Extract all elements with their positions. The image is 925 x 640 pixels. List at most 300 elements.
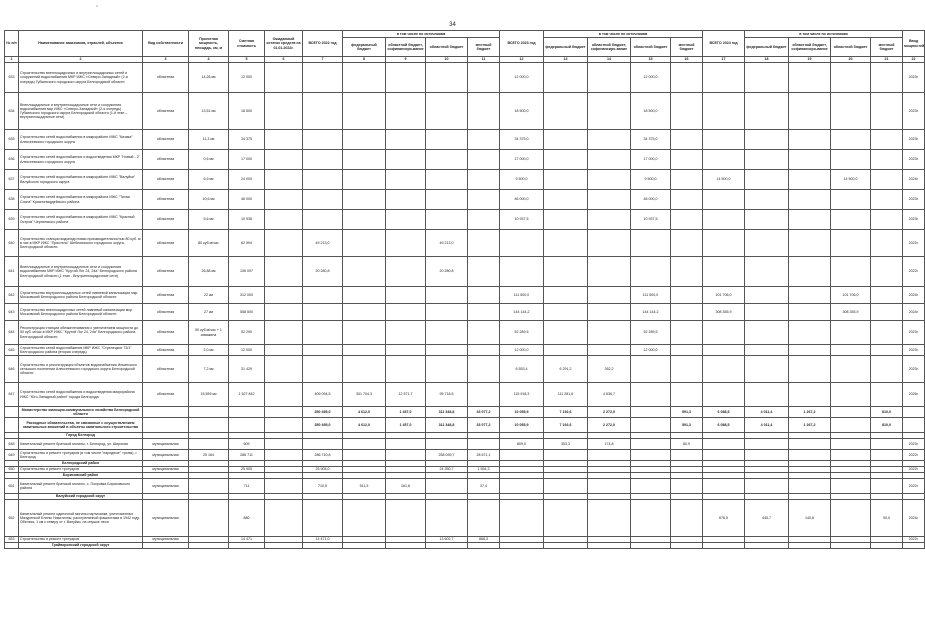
budget-table — [4, 30, 925, 549]
value-cell — [703, 257, 745, 287]
value-cell — [871, 356, 903, 383]
table-row — [5, 356, 925, 383]
value-cell — [671, 321, 703, 345]
header-regional-2024: областной бюджет — [831, 38, 871, 57]
value-cell — [386, 210, 426, 230]
corner-mark: " — [96, 6, 99, 12]
table-row — [5, 287, 925, 304]
value-cell — [343, 500, 386, 537]
value-cell: 20 280,8 — [426, 257, 468, 287]
value-cell — [703, 356, 745, 383]
value-cell: 80 куб.м/час — [189, 230, 229, 257]
value-cell — [229, 407, 265, 418]
value-cell — [703, 383, 745, 407]
column-index-cell: 22 — [903, 57, 925, 63]
column-index-cell: 5 — [229, 57, 265, 63]
value-cell: 144 144,2 — [500, 304, 544, 321]
value-cell — [588, 230, 631, 257]
value-cell — [789, 93, 831, 130]
value-cell: 12 000 — [229, 63, 265, 93]
value-cell — [588, 130, 631, 150]
table-row — [5, 190, 925, 210]
ownership-cell: областная — [143, 304, 189, 321]
value-cell: 144 144,2 — [631, 304, 671, 321]
column-index-cell: 4 — [189, 57, 229, 63]
value-cell — [468, 150, 500, 170]
value-cell — [343, 345, 386, 356]
value-cell: 14,26 км — [189, 63, 229, 93]
column-index-cell: 2 — [19, 57, 143, 63]
value-cell: 810,0 — [871, 407, 903, 418]
value-cell — [789, 150, 831, 170]
value-cell — [386, 439, 426, 450]
ownership-cell: муниципальная — [143, 479, 189, 494]
ownership-cell: областная — [143, 230, 189, 257]
value-cell: 17 000,0 — [631, 150, 671, 170]
empty-cell — [871, 543, 903, 549]
value-cell — [671, 345, 703, 356]
value-cell — [588, 287, 631, 304]
value-cell — [671, 356, 703, 383]
value-cell — [265, 210, 303, 230]
value-cell — [343, 287, 386, 304]
value-cell — [544, 230, 588, 257]
value-cell — [745, 479, 789, 494]
value-cell: 24 350,7 — [426, 467, 468, 473]
value-cell: 111 500,0 — [631, 287, 671, 304]
value-cell — [703, 450, 745, 461]
value-cell: 161,6 — [386, 479, 426, 494]
value-cell: 111 500,0 — [500, 287, 544, 304]
object-name: Внеплощадочные и внутриплощадочные сети и сооружения водоснабжения мкр ИЖС «Северо-Западный» (2-я очередь) Губкинского городского округа Белгородской области (1-й этап – внутриплощадочные сети) — [19, 93, 143, 130]
value-cell: 350 495,0 — [303, 418, 343, 433]
ownership-cell: областная — [143, 383, 189, 407]
value-cell — [386, 356, 426, 383]
value-cell: 6 088,5 — [703, 418, 745, 433]
value-cell: 90,0 — [871, 500, 903, 537]
value-cell — [544, 321, 588, 345]
value-cell — [343, 439, 386, 450]
value-cell: 15,559 км — [189, 383, 229, 407]
value-cell — [831, 230, 871, 257]
header-ownership: Вид собственности — [143, 31, 189, 57]
ownership-cell: областная — [143, 356, 189, 383]
value-cell: 1 267,2 — [789, 418, 831, 433]
value-cell: 308 355,9 — [703, 304, 745, 321]
value-cell — [745, 230, 789, 257]
commissioning-year: 2023г. — [903, 345, 925, 356]
value-cell: 18 500,0 — [631, 93, 671, 130]
value-cell — [426, 130, 468, 150]
empty-cell — [789, 543, 831, 549]
page-number: 34 — [449, 22, 456, 28]
value-cell — [468, 170, 500, 190]
header-regional-2023: областной бюджет — [631, 38, 671, 57]
value-cell: 4 636,7 — [588, 383, 631, 407]
value-cell — [544, 93, 588, 130]
value-cell — [468, 257, 500, 287]
commissioning-year: 2024г. — [903, 500, 925, 537]
value-cell — [789, 345, 831, 356]
value-cell — [343, 257, 386, 287]
commissioning-year: 2024г. — [903, 170, 925, 190]
value-cell — [544, 257, 588, 287]
value-cell — [468, 63, 500, 93]
value-cell — [745, 321, 789, 345]
object-name: Строительство и реконструкция объектов водоснабжения Ильинского сельского поселения Алексеевского городского округа Белгородской области — [19, 356, 143, 383]
value-cell — [671, 383, 703, 407]
value-cell: 25 905,0 — [303, 467, 343, 473]
value-cell — [745, 287, 789, 304]
object-name: Строительство сетей водоснабжения и водоотведения МКР "Новый - 2" Алексеевского городского округа — [19, 150, 143, 170]
row-number: 645 — [5, 345, 19, 356]
value-cell: 46 000,0 — [500, 190, 544, 210]
total-row — [5, 418, 925, 433]
value-cell — [426, 63, 468, 93]
value-cell — [189, 418, 229, 433]
value-cell — [386, 257, 426, 287]
ownership-cell: областная — [143, 130, 189, 150]
value-cell — [468, 210, 500, 230]
empty-cell — [386, 543, 426, 549]
value-cell: 34 375,0 — [500, 130, 544, 150]
value-cell: 258 039,7 — [426, 450, 468, 461]
value-cell — [703, 130, 745, 150]
value-cell — [631, 230, 671, 257]
object-name: Расходные обязательства, не связанные с осуществлением капитальных вложений в объекты капитального строительства — [19, 418, 143, 433]
header-name: Наименование заказчиков, отраслей, объектов — [19, 31, 143, 57]
value-cell: 5,6 км — [189, 210, 229, 230]
row-number — [5, 418, 19, 433]
value-cell: 511,5 — [343, 479, 386, 494]
value-cell: 12 000,0 — [500, 63, 544, 93]
value-cell — [831, 63, 871, 93]
ownership-cell: муниципальная — [143, 467, 189, 473]
value-cell — [343, 230, 386, 257]
column-index-cell: 15 — [631, 57, 671, 63]
value-cell — [871, 93, 903, 130]
value-cell: 101 706,0 — [831, 287, 871, 304]
value-cell: 26,88 км — [189, 257, 229, 287]
value-cell — [426, 150, 468, 170]
value-cell — [871, 230, 903, 257]
value-cell — [745, 345, 789, 356]
value-cell: 25 164 — [189, 450, 229, 461]
commissioning-year: 2022г. — [903, 257, 925, 287]
value-cell — [703, 479, 745, 494]
value-cell — [303, 190, 343, 210]
ownership-cell: муниципальная — [143, 537, 189, 543]
value-cell: 4 011,4 — [745, 418, 789, 433]
value-cell — [631, 500, 671, 537]
object-name: Строительство сетей водоснабжения в микрорайоне ИЖС "Кизяка" Алексеевского городского округа — [19, 130, 143, 150]
value-cell — [544, 304, 588, 321]
object-name: Внеплощадочные и внутриплощадочные сети и сооружения водоснабжения МКР ИЖС "Крутой Лог 24, 24а" Белгородского района Белгородской области (1 этап - Внутриплощадочные сети) — [19, 257, 143, 287]
value-cell — [386, 190, 426, 210]
value-cell — [265, 356, 303, 383]
value-cell — [265, 190, 303, 210]
value-cell — [588, 150, 631, 170]
value-cell: 10 938 — [229, 210, 265, 230]
value-cell — [789, 304, 831, 321]
row-number — [5, 407, 19, 418]
value-cell — [631, 450, 671, 461]
value-cell — [871, 287, 903, 304]
header-federal-2024: федеральный бюджет — [745, 38, 789, 57]
value-cell — [789, 63, 831, 93]
empty-cell — [631, 543, 671, 549]
value-cell — [343, 210, 386, 230]
object-name: Строительство сетей водоснабжения в микрорайона ИЖС "Тихая Сосна" Красногвардейского района — [19, 190, 143, 210]
value-cell: 286 710,8 — [303, 450, 343, 461]
header-balance: Ожидаемый остаток средств на 01.01.2022г. — [265, 31, 303, 57]
value-cell: 6,9 км — [189, 170, 229, 190]
value-cell — [343, 356, 386, 383]
commissioning-year: 2023г. — [903, 210, 925, 230]
empty-cell — [745, 543, 789, 549]
object-name: Строительство внутриплощадочных сетей ливневой канализации мкр. Московский Белгородского района Белгородской области — [19, 287, 143, 304]
value-cell — [671, 210, 703, 230]
column-index-cell: 3 — [143, 57, 189, 63]
ownership-cell: областная — [143, 287, 189, 304]
table-row — [5, 230, 925, 257]
value-cell: 18 500 — [229, 93, 265, 130]
section-title: Грайворонский городской округ — [19, 543, 143, 549]
header-regional-cofin-2024: областной бюджет, софинансиро-вание — [789, 38, 831, 57]
header-local-2023: местный бюджет — [671, 38, 703, 57]
row-number: 650 — [5, 467, 19, 473]
column-index-cell: 9 — [386, 57, 426, 63]
value-cell: 6 088,5 — [703, 407, 745, 418]
object-name: Строительство и ремонт тротуаров — [19, 467, 143, 473]
value-cell: 301 704,3 — [343, 383, 386, 407]
value-cell — [631, 383, 671, 407]
value-cell: 311 348,8 — [426, 407, 468, 418]
value-cell — [831, 439, 871, 450]
value-cell: 1 457,0 — [386, 407, 426, 418]
empty-cell — [703, 543, 745, 549]
value-cell: 25 905 — [229, 467, 265, 473]
value-cell: 7 192,6 — [544, 418, 588, 433]
object-name: Строительство внеплощадочных и внутриплощадочных сетей и сооружений водоснабжения МКР ИЖС «Северо-Западный» (2-я очередь) Губкинского городского округа Белгородской области — [19, 63, 143, 93]
value-cell: 115 918,3 — [500, 383, 544, 407]
value-cell — [189, 407, 229, 418]
ownership-cell: областная — [143, 93, 189, 130]
table-row — [5, 257, 925, 287]
value-cell — [386, 63, 426, 93]
value-cell — [343, 130, 386, 150]
value-cell — [671, 304, 703, 321]
row-number: 642 — [5, 287, 19, 304]
value-cell — [703, 190, 745, 210]
value-cell — [343, 321, 386, 345]
value-cell — [703, 230, 745, 257]
value-cell — [871, 210, 903, 230]
value-cell — [265, 383, 303, 407]
total-row — [5, 407, 925, 418]
value-cell — [544, 345, 588, 356]
column-index-cell: 19 — [789, 57, 831, 63]
row-number: 649 — [5, 450, 19, 461]
empty-cell — [426, 543, 468, 549]
value-cell — [426, 170, 468, 190]
value-cell: 6 553,4 — [500, 356, 544, 383]
value-cell — [500, 230, 544, 257]
ownership-cell: областная — [143, 190, 189, 210]
value-cell: 33 077,2 — [468, 418, 500, 433]
value-cell — [831, 345, 871, 356]
empty-cell — [831, 543, 871, 549]
column-index-cell: 13 — [544, 57, 588, 63]
value-cell — [671, 230, 703, 257]
value-cell — [831, 407, 871, 418]
row-number: 641 — [5, 257, 19, 287]
value-cell: 10 055,9 — [500, 418, 544, 433]
row-number: 639 — [5, 210, 19, 230]
value-cell — [745, 190, 789, 210]
value-cell: 809,0 — [500, 439, 544, 450]
value-cell — [789, 383, 831, 407]
value-cell — [871, 383, 903, 407]
empty-cell — [588, 543, 631, 549]
section-title: Борисовский район — [19, 473, 143, 479]
column-index-cell: 18 — [745, 57, 789, 63]
value-cell — [426, 93, 468, 130]
ownership-cell: муниципальная — [143, 500, 189, 537]
value-cell — [588, 190, 631, 210]
row-number: 633 — [5, 63, 19, 93]
column-index-cell: 8 — [343, 57, 386, 63]
value-cell — [789, 257, 831, 287]
column-index-cell: 14 — [588, 57, 631, 63]
column-index-cell: 1 — [5, 57, 19, 63]
value-cell — [871, 130, 903, 150]
value-cell — [871, 190, 903, 210]
value-cell — [671, 190, 703, 210]
value-cell: 13 602,7 — [426, 537, 468, 543]
value-cell — [265, 500, 303, 537]
value-cell: 27 км — [189, 304, 229, 321]
object-name: Реконструкция станции обезжелезивания с увеличением мощности до 50 куб. м/час в МКР ИЖС "Крутой Лог 24, 24а" Белгородского района Белгородской области — [19, 321, 143, 345]
value-cell — [871, 150, 903, 170]
empty-cell — [303, 543, 343, 549]
value-cell: 2,0 км — [189, 345, 229, 356]
value-cell — [631, 479, 671, 494]
object-name: Строительство сетей водоснабжения в микрорайоне ИЖС "Валуйки" Валуйского городского округа — [19, 170, 143, 190]
value-cell — [386, 93, 426, 130]
row-number: 646 — [5, 356, 19, 383]
value-cell — [831, 257, 871, 287]
value-cell — [631, 356, 671, 383]
value-cell — [631, 407, 671, 418]
value-cell — [544, 479, 588, 494]
object-name: Капитальный ремонт братской могилы, г. Белгород, ул. Широкая — [19, 439, 143, 450]
commissioning-year: 2023г. — [903, 356, 925, 383]
value-cell — [386, 321, 426, 345]
value-cell — [386, 287, 426, 304]
value-cell — [588, 170, 631, 190]
value-cell — [588, 321, 631, 345]
value-cell — [631, 257, 671, 287]
value-cell — [426, 345, 468, 356]
value-cell — [789, 479, 831, 494]
value-cell: 12 571,7 — [386, 383, 426, 407]
value-cell — [468, 190, 500, 210]
value-cell — [426, 304, 468, 321]
value-cell — [265, 63, 303, 93]
value-cell — [303, 345, 343, 356]
value-cell — [789, 130, 831, 150]
value-cell: 311 348,8 — [426, 418, 468, 433]
value-cell: 350 495,0 — [303, 407, 343, 418]
ownership-cell: областная — [143, 257, 189, 287]
value-cell — [745, 304, 789, 321]
value-cell: 95 718,5 — [426, 383, 468, 407]
header-federal-2023: федеральный бюджет — [544, 38, 588, 57]
column-index-cell: 16 — [671, 57, 703, 63]
value-cell — [303, 321, 343, 345]
value-cell: 9 500,0 — [500, 170, 544, 190]
value-cell: 80,9 — [671, 439, 703, 450]
value-cell: 34 375,0 — [631, 130, 671, 150]
row-number: 637 — [5, 170, 19, 190]
value-cell — [265, 130, 303, 150]
value-cell: 312 000 — [229, 287, 265, 304]
value-cell: 12 000,0 — [631, 63, 671, 93]
value-cell: 31 429 — [229, 356, 265, 383]
header-sources-2022: в том числе по источникам — [343, 31, 500, 38]
value-cell — [189, 500, 229, 537]
ownership-cell — [143, 407, 189, 418]
value-cell — [343, 150, 386, 170]
value-cell — [671, 93, 703, 130]
value-cell — [426, 500, 468, 537]
value-cell — [789, 287, 831, 304]
value-cell — [500, 479, 544, 494]
table-row — [5, 304, 925, 321]
value-cell: 111 281,6 — [544, 383, 588, 407]
value-cell — [871, 479, 903, 494]
value-cell — [265, 230, 303, 257]
table-row — [5, 63, 925, 93]
value-cell: 101 706,0 — [703, 287, 745, 304]
value-cell: 0,5 км — [189, 150, 229, 170]
value-cell — [703, 345, 745, 356]
value-cell — [671, 287, 703, 304]
table-row — [5, 321, 925, 345]
value-cell — [831, 356, 871, 383]
value-cell: 1 554,3 — [468, 467, 500, 473]
value-cell — [343, 450, 386, 461]
value-cell — [703, 321, 745, 345]
value-cell: 52 289,5 — [500, 321, 544, 345]
value-cell — [544, 210, 588, 230]
value-cell — [588, 63, 631, 93]
header-total-2023: ВСЕГО 2023 год — [500, 31, 544, 57]
value-cell: 7 192,6 — [544, 407, 588, 418]
table-row — [5, 130, 925, 150]
value-cell: 12 000,0 — [631, 345, 671, 356]
value-cell — [831, 500, 871, 537]
table-row — [5, 345, 925, 356]
column-index-cell: 20 — [831, 57, 871, 63]
value-cell — [500, 500, 544, 537]
value-cell: 2 272,0 — [588, 418, 631, 433]
column-index-cell: 21 — [871, 57, 903, 63]
value-cell: 34 375 — [229, 130, 265, 150]
value-cell: 11,3 км — [189, 130, 229, 150]
value-cell — [265, 345, 303, 356]
